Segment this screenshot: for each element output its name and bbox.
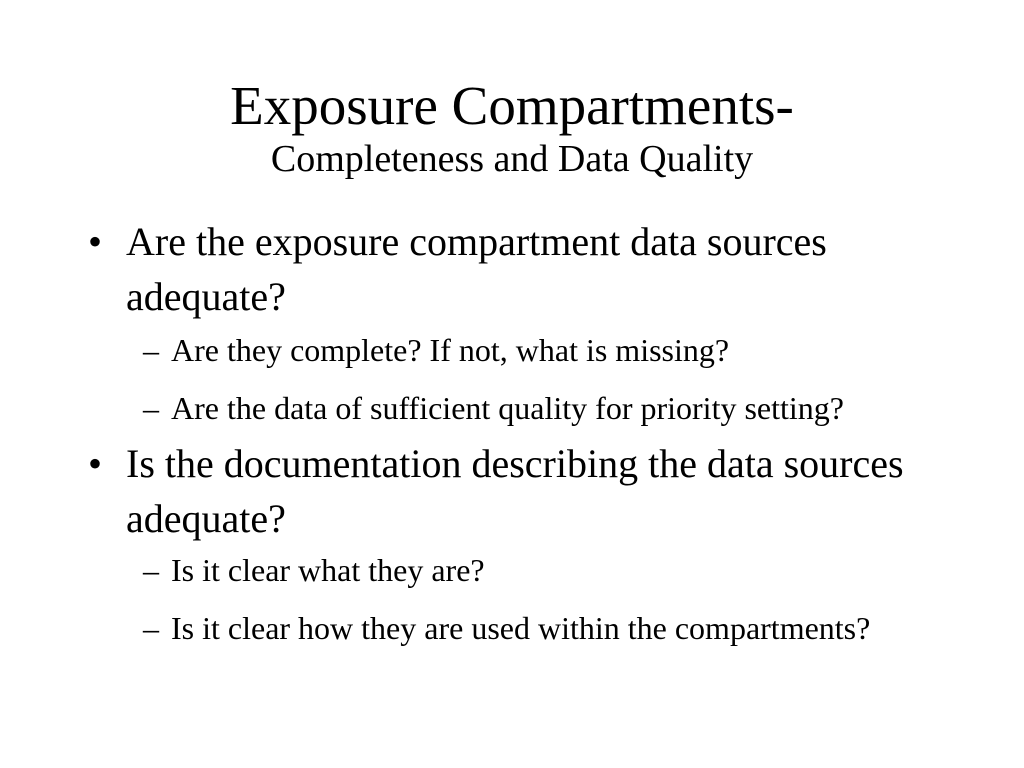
bullet-icon: •: [88, 441, 103, 486]
bullet-text: Are the exposure compartment data sources adequate?: [126, 219, 827, 319]
slide-title: Exposure Compartments-: [230, 75, 794, 136]
sub-bullet-item: [143, 384, 931, 432]
sub-bullet-text: Are they complete? If not, what is missing?: [171, 332, 730, 368]
bullet-text: Is the documentation describing the data sources adequate?: [126, 441, 904, 541]
sub-bullet-item: [143, 546, 931, 594]
sub-bullet-item: [143, 604, 931, 652]
slide-body: [0, 214, 1024, 652]
bullet-item: [88, 214, 956, 324]
slide-subtitle: Completeness and Data Quality: [270, 138, 754, 180]
sub-bullet-text: Is it clear how they are used within the compartments?: [171, 610, 871, 646]
sub-bullet-text: Is it clear what they are?: [171, 552, 485, 588]
dash-icon: –: [143, 610, 159, 646]
bullet-icon: •: [88, 219, 103, 264]
dash-icon: –: [143, 390, 159, 426]
dash-icon: –: [143, 552, 159, 588]
dash-icon: –: [143, 332, 159, 368]
bullet-item: [88, 436, 956, 546]
slide-title-block: [0, 76, 1024, 182]
sub-bullet-text: Are the data of sufficient quality for priority setting?: [171, 390, 844, 426]
sub-bullet-item: [143, 326, 931, 374]
